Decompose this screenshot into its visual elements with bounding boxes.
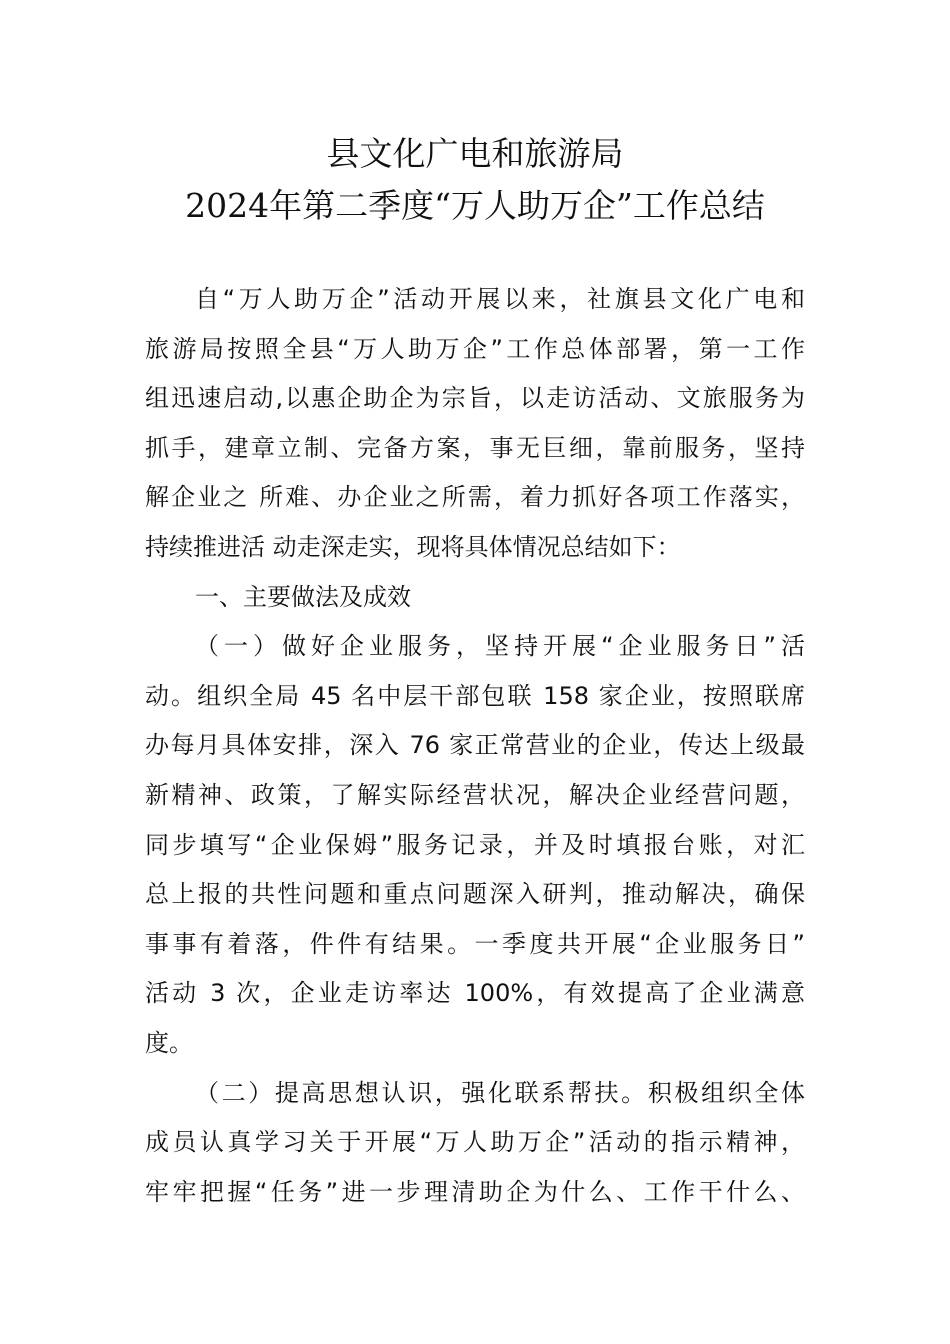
subsection-2-line: 成员认真学习关于开展“万人助万企”活动的指示精神， <box>145 1128 805 1157</box>
section-heading-text: 一、主要做法及成效 <box>195 582 411 611</box>
intro-line: 组迅速启动,以惠企助企为宗旨，以走访活动、文旅服务为 <box>145 384 805 413</box>
intro-line: 抓手，建章立制、完备方案，事无巨细，靠前服务，坚持 <box>145 433 805 462</box>
subsection-2-line: （二）提高思想认识，强化联系帮扶。积极组织全体 <box>195 1078 805 1107</box>
subsection-1-line: 办每月具体安排，深入 76 家正常营业的企业，传达上级最 <box>145 731 805 760</box>
subsection-1-line: 同步填写“企业保姆”服务记录，并及时填报台账，对汇 <box>145 830 805 859</box>
title-line-1: 县文化广电和旅游局 <box>326 134 624 173</box>
subsection-1-line: 新精神、政策，了解实际经营状况，解决企业经营问题， <box>145 780 805 809</box>
subsection-1-line: 度。 <box>145 1028 193 1057</box>
document-title <box>0 128 950 232</box>
subsection-1-line: 活动 3 次，企业走访率达 100%，有效提高了企业满意 <box>145 979 805 1008</box>
intro-line: 解企业之 所难、办企业之所需，着力抓好各项工作落实， <box>145 483 805 512</box>
subsection-1-line: 事事有着落，件件有结果。一季度共开展“企业服务日” <box>145 929 805 958</box>
subsection-2-paragraph <box>145 1069 805 1218</box>
intro-line: 旅游局按照全县“万人助万企”工作总体部署，第一工作 <box>145 334 805 363</box>
subsection-2-line: 牢牢把握“任务”进一步理清助企为什么、工作干什么、 <box>145 1177 805 1206</box>
subsection-1-line: （一）做好企业服务，坚持开展“企业服务日”活 <box>195 632 805 661</box>
intro-line: 自“万人助万企”活动开展以来，社旗县文化广电和 <box>195 285 805 313</box>
subsection-1-line: 总上报的共性问题和重点问题深入研判，推动解决，确保 <box>145 880 805 909</box>
section-heading <box>145 573 805 623</box>
subsection-1-line: 动。组织全局 45 名中层干部包联 158 家企业，按照联席 <box>145 681 805 710</box>
intro-paragraph <box>145 275 805 573</box>
title-line-2: 2024年第二季度“万人助万企”工作总结 <box>185 186 765 225</box>
document-body <box>145 275 805 1217</box>
subsection-1-paragraph <box>145 622 805 1068</box>
intro-line: 持续推进活 动走深走实，现将具体情况总结如下： <box>145 532 681 561</box>
